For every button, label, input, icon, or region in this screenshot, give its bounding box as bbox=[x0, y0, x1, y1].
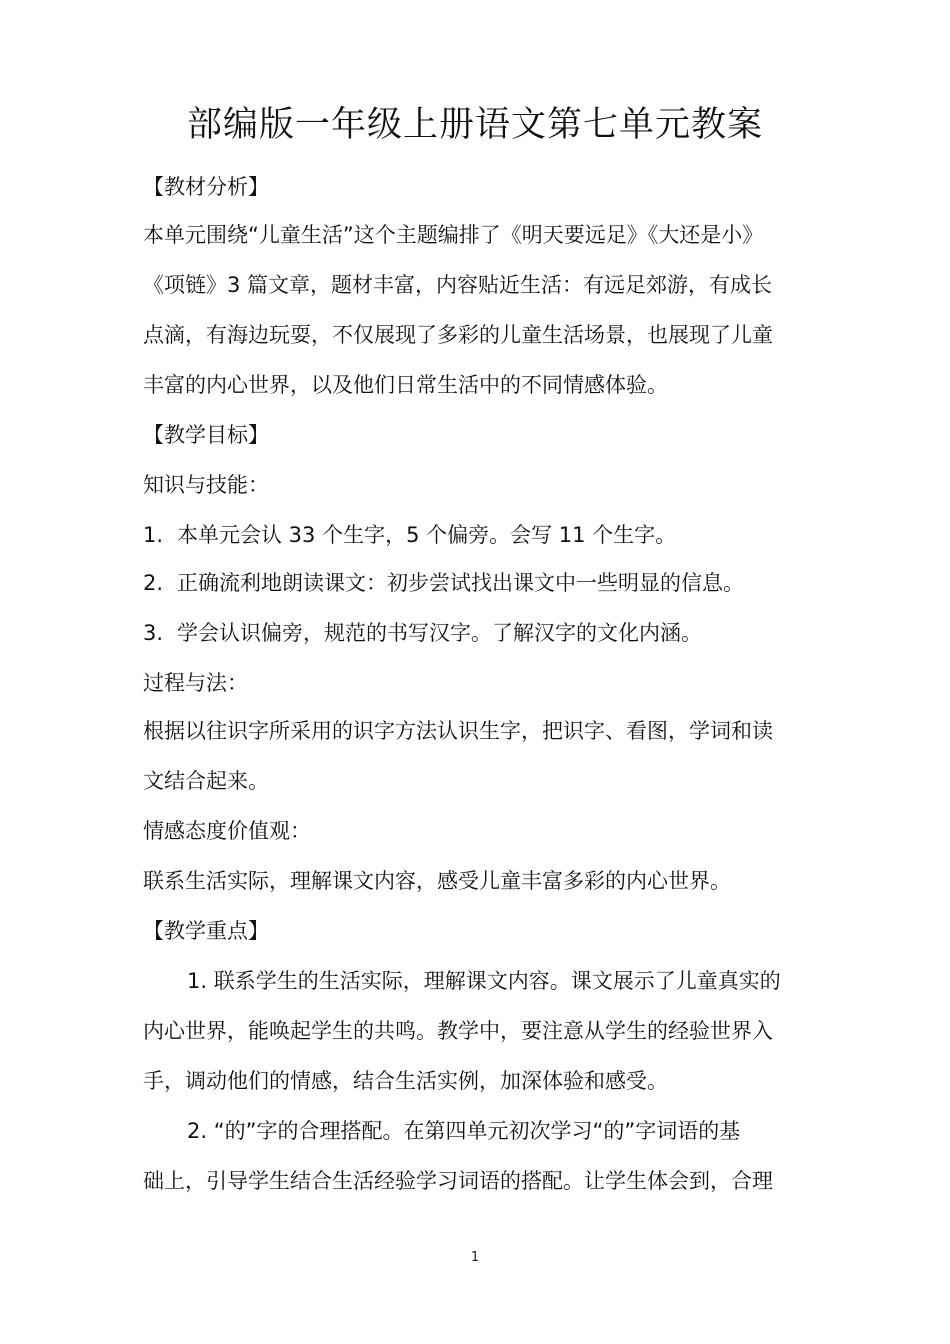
knowledge-item bbox=[143, 568, 823, 598]
focus-heading: 【教学重点】 bbox=[143, 919, 269, 943]
analysis-line: 点滴，有海边玩耍，不仅展现了多彩的儿童生活场景，也展现了儿童 bbox=[143, 323, 773, 347]
analysis-line: 丰富的内心世界，以及他们日常生活中的不同情感体验。 bbox=[143, 373, 668, 397]
goals-heading: 【教学目标】 bbox=[143, 423, 269, 447]
item-number: 2. bbox=[143, 571, 164, 595]
focus-line: 手，调动他们的情感，结合生活实例，加深体验和感受。 bbox=[143, 1069, 668, 1093]
focus-line: 2. “的”字的合理搭配。在第四单元初次学习“的”字词语的基 bbox=[187, 1119, 741, 1143]
attitude-line: 联系生活实际，理解课文内容，感受儿童丰富多彩的内心世界。 bbox=[143, 869, 731, 893]
process-heading: 过程与法： bbox=[143, 671, 248, 695]
item-text: 正确流利地朗读课文：初步尝试找出课文中一些明显的信息。 bbox=[177, 571, 744, 595]
page-number: 1 bbox=[470, 1250, 480, 1265]
item-text: 本单元会认 33 个生字，5 个偏旁。会写 11 个生字。 bbox=[177, 523, 677, 547]
analysis-line: 本单元围绕“儿童生活”这个主题编排了《明天要远足》《大还是小》 bbox=[143, 223, 764, 247]
process-line: 根据以往识字所采用的识字方法认识生字，把识字、看图，学词和读 bbox=[143, 719, 773, 743]
focus-line: 1. 联系学生的生活实际，理解课文内容。课文展示了儿童真实的 bbox=[187, 969, 781, 993]
item-number: 3. bbox=[143, 621, 164, 645]
attitude-heading: 情感态度价值观： bbox=[143, 819, 311, 843]
analysis-line: 《项链》3 篇文章，题材丰富，内容贴近生活：有远足郊游，有成长 bbox=[143, 273, 773, 297]
focus-line: 内心世界，能唤起学生的共鸣。教学中，要注意从学生的经验世界入 bbox=[143, 1019, 773, 1043]
document-title: 部编版一年级上册语文第七单元教案 bbox=[186, 105, 763, 145]
knowledge-item bbox=[143, 618, 823, 648]
item-text: 学会认识偏旁，规范的书写汉字。了解汉字的文化内涵。 bbox=[177, 621, 702, 645]
focus-line: 础上，引导学生结合生活经验学习词语的搭配。让学生体会到，合理 bbox=[143, 1169, 773, 1193]
analysis-heading: 【教材分析】 bbox=[143, 175, 269, 199]
knowledge-heading: 知识与技能： bbox=[143, 473, 269, 497]
process-line: 文结合起来。 bbox=[143, 769, 269, 793]
item-number: 1. bbox=[143, 523, 164, 547]
knowledge-item bbox=[143, 520, 823, 550]
